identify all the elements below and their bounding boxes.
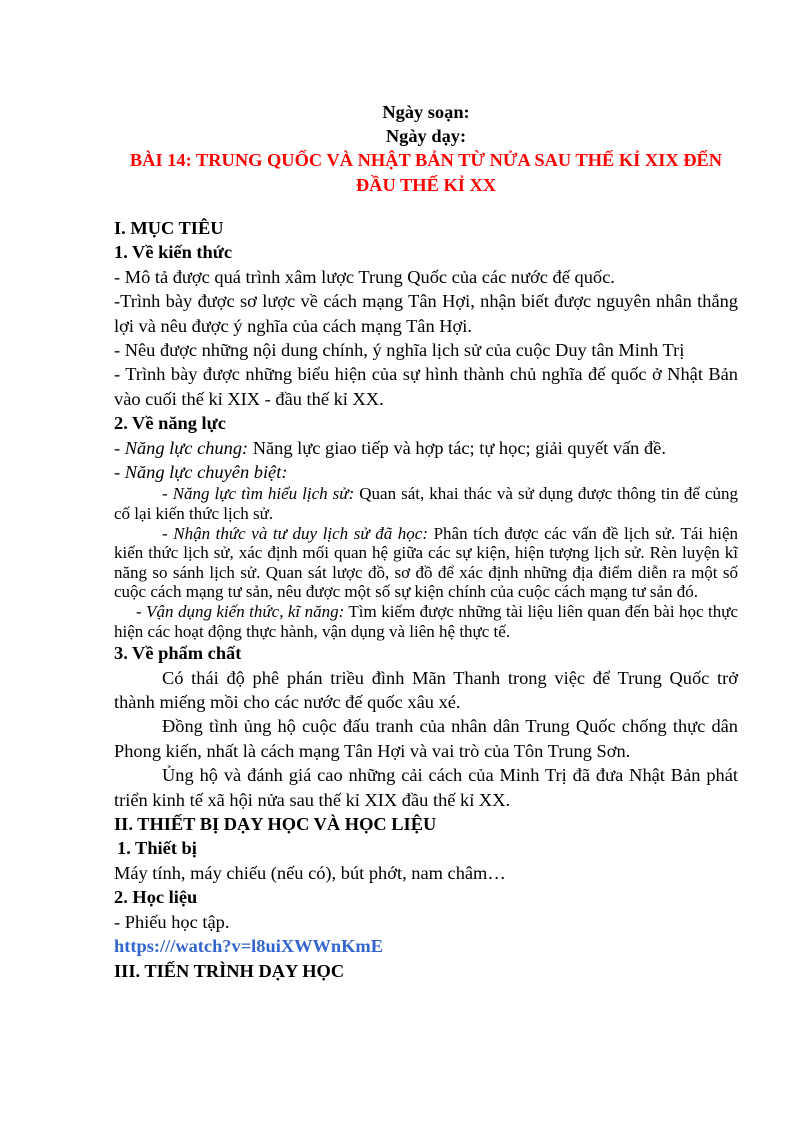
thinking-competence-label: - Nhận thức và tư duy lịch sử đã học:	[162, 523, 428, 543]
video-link[interactable]: https:///watch?v=l8uiXWWnKmE	[114, 936, 383, 957]
section-equipment-heading: II. THIẾT BỊ DẠY HỌC VÀ HỌC LIỆU	[114, 814, 437, 835]
section-objectives-heading: I. MỤC TIÊU	[114, 218, 224, 238]
materials-text: - Phiếu học tập.	[114, 911, 230, 932]
qualities-heading: 3. Về phẩm chất	[114, 643, 242, 664]
research-competence-text: Quan sát, khai thác và sử dụng được thông tin để củng cố lại kiến thức lịch sử.	[114, 484, 738, 524]
materials-heading: 2. Học liệu	[114, 887, 198, 908]
knowledge-item: - Mô tả được quá trình xâm lược Trung Quốc của các nước đế quốc.	[114, 266, 615, 287]
equipment-text: Máy tính, máy chiếu (nếu có), bút phớt, nam châm…	[114, 862, 506, 883]
lesson-plan-page	[114, 100, 738, 983]
knowledge-heading: 1. Về kiến thức	[114, 242, 232, 263]
thinking-competence-text: Phân tích được các vấn đề lịch sử. Tái hiện kiến thức lịch sử, xác định mối quan hệ giữa các sự kiện, hiện tượng lịch sử. Rèn luyện kĩ năng so sánh lịch sử. Quan sát lược đồ, sơ đồ để xác định những địa điểm diễn ra một số cuộc cách mạng tư sản, nêu được một số sự kiện chính của cuộc cách mạng tư sản đó.	[114, 523, 738, 602]
general-competence-label: - Năng lực chung:	[114, 437, 249, 458]
thinking-competence	[114, 524, 738, 602]
equipment-heading: 1. Thiết bị	[117, 838, 197, 859]
competence-heading: 2. Về năng lực	[114, 413, 226, 434]
general-competence	[114, 436, 738, 460]
apply-competence-label: - Vận dụng kiến thức, kĩ năng:	[136, 602, 345, 622]
knowledge-item: - Nêu được những nội dung chính, ý nghĩa lịch sử của cuộc Duy tân Minh Trị	[114, 340, 685, 361]
apply-competence	[114, 602, 738, 641]
quality-item: Ủng hộ và đánh giá cao những cải cách của Minh Trị đã đưa Nhật Bản phát triển kinh tế xã hội nửa sau thế kỉ XIX đầu thế kỉ XX.	[114, 765, 738, 810]
date-taught: Ngày dạy:	[385, 126, 467, 146]
knowledge-item: - Trình bày được những biểu hiện của sự hình thành chủ nghĩa đế quốc ở Nhật Bản vào cuối thế kỉ XIX - đầu thế kỉ XX.	[114, 364, 738, 409]
lesson-title-line2: ĐẦU THẾ KỈ XX	[355, 175, 497, 195]
general-competence-text: Năng lực giao tiếp và hợp tác; tự học; giải quyết vấn đề.	[248, 437, 666, 458]
specific-competence-label: - Năng lực chuyên biệt:	[114, 462, 288, 483]
research-competence-label: - Năng lực tìm hiểu lịch sử:	[162, 484, 355, 504]
section-process-heading: III. TIẾN TRÌNH DẠY HỌC	[114, 960, 345, 981]
apply-competence-text: Tìm kiếm được những tài liệu liên quan đến bài học thực hiện các hoạt động thực hành, vận dụng và liên hệ thực tế.	[114, 602, 738, 641]
knowledge-item: -Trình bày được sơ lược về cách mạng Tân Hợi, nhận biết được nguyên nhân thắng lợi và nêu được ý nghĩa của cách mạng Tân Hợi.	[114, 291, 738, 336]
lesson-title-line1: BÀI 14: TRUNG QUỐC VÀ NHẬT BẢN TỪ NỬA SAU THẾ KỈ XIX ĐẾN	[129, 150, 723, 170]
quality-item: Có thái độ phê phán triều đình Mãn Thanh trong việc để Trung Quốc trở thành miếng mồi cho các nước đế quốc xâu xé.	[114, 667, 738, 713]
quality-item: Đồng tình ủng hộ cuộc đấu tranh của nhân dân Trung Quốc chống thực dân Phong kiến, nhất là cách mạng Tân Hợi và vai trò của Tôn Trung Sơn.	[114, 716, 738, 761]
research-competence	[114, 484, 738, 523]
date-prepared: Ngày soạn:	[382, 102, 470, 122]
